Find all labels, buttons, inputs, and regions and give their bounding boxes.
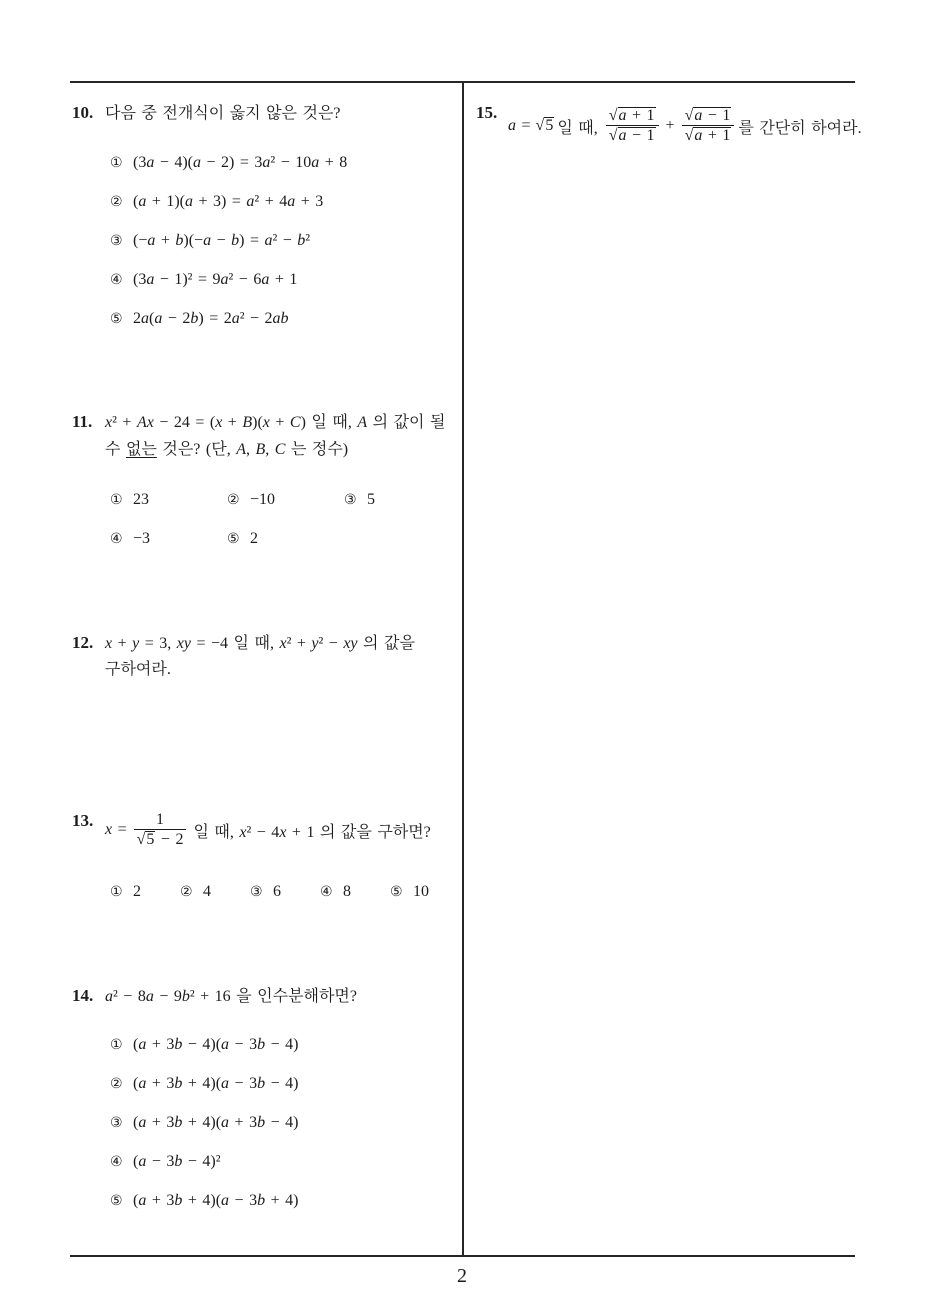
option-4 <box>110 1151 298 1190</box>
radicand: 5 <box>545 117 554 134</box>
radicand: a − 1 <box>618 127 655 144</box>
page-number: 2 <box>457 1265 467 1287</box>
sqrt-symbol: √ <box>684 107 694 124</box>
math-variable: b <box>257 1192 266 1209</box>
fraction-1 <box>606 106 659 146</box>
question-number: 15. <box>476 103 498 122</box>
question-number: 13. <box>72 811 94 830</box>
option-5 <box>110 1190 298 1229</box>
math-variable: a <box>287 193 296 210</box>
math-variable: b <box>174 1036 183 1053</box>
sqrt-symbol: √ <box>535 117 545 134</box>
question-text: 것은? (단, A, B, C 는 정수) <box>156 441 349 458</box>
math-variable: C <box>289 414 301 431</box>
choice-expression: (a + 1)(a + 3) = a² + 4a + 3 <box>133 193 324 210</box>
choice-value: 2 <box>133 883 141 900</box>
radicand: a + 1 <box>618 107 655 124</box>
question-10-options <box>110 152 347 347</box>
instruction-text: 를 간단히 하여라. <box>738 119 862 137</box>
math-variable: b <box>174 1114 183 1131</box>
option-4 <box>110 269 347 308</box>
math-variable: b <box>231 232 240 249</box>
choice-expression: (a + 3b + 4)(a − 3b + 4) <box>133 1192 299 1209</box>
math-variable: b <box>175 232 184 249</box>
math-variable: a <box>146 271 155 288</box>
question-14-header <box>72 985 357 1008</box>
option-2 <box>180 881 250 903</box>
choice-mark: ⑤ <box>110 1193 123 1209</box>
math-variable: Ax <box>136 414 154 431</box>
math-variable: a <box>203 232 212 249</box>
choice-mark: ③ <box>250 884 263 900</box>
choice-mark: ① <box>110 1037 123 1053</box>
radicand: 5 <box>146 831 155 848</box>
option-4 <box>320 881 390 903</box>
choice-value: 2 <box>250 530 258 547</box>
question-number: 14. <box>72 986 94 1005</box>
math-variable: x <box>105 635 113 652</box>
math-variable: a <box>220 271 229 288</box>
question-line-2 <box>72 436 445 463</box>
choice-mark: ⑤ <box>227 531 240 547</box>
math-variable: b <box>181 988 190 1005</box>
fraction-numerator: 1 <box>134 810 187 830</box>
fraction <box>134 810 187 850</box>
math-variable: a <box>145 988 154 1005</box>
math-variable: b <box>297 232 306 249</box>
choice-expression: 2a(a − 2b) = 2a² − 2ab <box>133 310 289 327</box>
radicand: a − 1 <box>694 107 731 124</box>
choice-mark: ④ <box>110 1154 123 1170</box>
question-line-1 <box>72 630 415 657</box>
choice-mark: ⑤ <box>110 311 123 327</box>
math-variable: b <box>257 1114 266 1131</box>
math-variable: a <box>146 154 155 171</box>
choice-mark: ④ <box>110 272 123 288</box>
math-variable: a <box>138 193 147 210</box>
fraction-numerator <box>606 106 659 126</box>
option-1 <box>110 1034 298 1073</box>
choice-expression: (3a − 4)(a − 2) = 3a² − 10a + 8 <box>133 154 348 171</box>
math-variable: y <box>132 635 140 652</box>
option-3 <box>344 489 461 528</box>
option-2 <box>110 191 347 230</box>
choice-mark: ② <box>110 1076 123 1092</box>
choice-value: 23 <box>133 491 149 508</box>
question-13-options <box>110 881 460 903</box>
question-11-options <box>110 489 461 567</box>
option-5 <box>390 881 460 903</box>
math-variable: xy <box>176 635 191 652</box>
choice-mark: ① <box>110 492 123 508</box>
sqrt-symbol: √ <box>608 107 618 124</box>
math-variable: a <box>105 988 113 1005</box>
math-variable: b <box>174 1153 183 1170</box>
math-variable: a <box>246 193 255 210</box>
math-variable: A <box>357 414 368 431</box>
math-variable: b <box>190 310 199 327</box>
math-variable: a <box>141 310 149 327</box>
choice-value: 4 <box>203 883 211 900</box>
question-text: 수 <box>105 441 126 458</box>
choice-expression: (a + 3b + 4)(a − 3b − 4) <box>133 1075 299 1092</box>
question-15-formula <box>508 104 862 148</box>
sqrt-symbol: √ <box>684 127 694 144</box>
math-variable: a <box>138 1192 147 1209</box>
option-5 <box>227 528 344 567</box>
math-variable: C <box>274 441 286 458</box>
choice-expression: (a + 3b + 4)(a + 3b − 4) <box>133 1114 299 1131</box>
choice-value: 8 <box>343 883 351 900</box>
condition-text: 일 때, <box>557 119 598 137</box>
math-variable: x <box>279 635 287 652</box>
question-11-header <box>72 408 445 463</box>
fraction-denominator <box>682 126 735 146</box>
option-3 <box>110 230 347 269</box>
question-line-2 <box>72 657 415 683</box>
sqrt-symbol: √ <box>136 831 146 848</box>
question-text: x + y = 3, xy = −4 일 때, x² + y² − xy 의 값을 <box>105 635 415 652</box>
choice-expression: (3a − 1)² = 9a² − 6a + 1 <box>133 271 298 288</box>
math-variable: a <box>221 1036 230 1053</box>
math-variable: a <box>508 117 516 134</box>
fraction-numerator <box>682 106 735 126</box>
math-variable: a <box>694 127 703 144</box>
math-variable: a <box>618 127 627 144</box>
choice-expression: (a − 3b − 4)² <box>133 1153 221 1170</box>
question-12 <box>72 630 415 683</box>
choice-mark: ② <box>227 492 240 508</box>
math-variable: a <box>154 310 163 327</box>
question-number: 10. <box>72 103 94 122</box>
math-variable: b <box>257 1036 266 1053</box>
math-variable: a <box>618 107 627 124</box>
radicand: a + 1 <box>694 127 731 144</box>
fraction-2 <box>682 106 735 146</box>
fraction-denominator <box>134 830 187 850</box>
option-5 <box>110 308 347 347</box>
math-variable: B <box>242 414 253 431</box>
math-variable: x <box>239 823 247 841</box>
math-variable: a <box>221 1114 230 1131</box>
question-text: 구하여라. <box>105 661 171 678</box>
emphasized-text: 없는 <box>125 441 157 458</box>
option-3 <box>110 1112 298 1151</box>
math-variable: a <box>231 310 240 327</box>
question-line-1 <box>72 408 445 436</box>
choice-mark: ③ <box>110 1115 123 1131</box>
choice-mark: ④ <box>110 531 123 547</box>
choice-value: −3 <box>133 530 151 547</box>
math-variable: a <box>262 154 271 171</box>
formula-lhs: x = <box>105 821 127 838</box>
question-14-options <box>110 1034 298 1229</box>
denominator-rest: − 2 <box>155 831 184 848</box>
question-15-number-wrap <box>476 102 509 125</box>
math-variable: a <box>264 232 273 249</box>
math-variable: a <box>147 232 156 249</box>
choice-expression: (−a + b)(−a − b) = a² − b² <box>133 232 311 249</box>
math-variable: B <box>255 441 266 458</box>
question-text: x² + Ax − 24 = (x + B)(x + C) 일 때, A 의 값이 될 <box>105 414 446 431</box>
bottom-rule <box>70 1255 855 1257</box>
formula-lhs: a = <box>508 117 531 134</box>
choice-mark: ④ <box>320 884 333 900</box>
math-variable: b <box>174 1192 183 1209</box>
choice-mark: ① <box>110 155 123 171</box>
sqrt-symbol: √ <box>608 127 618 144</box>
question-text: 일 때, x² − 4x + 1 의 값을 구하면? <box>193 823 431 841</box>
math-variable: a <box>261 271 270 288</box>
choice-mark: ① <box>110 884 123 900</box>
math-variable: ab <box>272 310 289 327</box>
choice-value: 6 <box>273 883 281 900</box>
choice-mark: ② <box>180 884 193 900</box>
column-divider <box>462 82 464 1256</box>
option-2 <box>227 489 344 528</box>
math-variable: y <box>311 635 319 652</box>
math-variable: a <box>138 1075 147 1092</box>
math-variable: b <box>174 1075 183 1092</box>
math-variable: x <box>215 414 223 431</box>
math-variable: x <box>105 414 113 431</box>
question-number: 11. <box>72 412 93 431</box>
question-10-header <box>72 102 341 125</box>
math-variable: a <box>221 1075 230 1092</box>
option-4 <box>110 528 227 567</box>
question-number: 12. <box>72 633 94 652</box>
math-variable: a <box>138 1114 147 1131</box>
choice-value: −10 <box>250 491 276 508</box>
option-2 <box>110 1073 298 1112</box>
option-1 <box>110 489 227 528</box>
math-variable: a <box>138 1036 147 1053</box>
math-variable: x <box>279 823 287 841</box>
math-variable: a <box>694 107 703 124</box>
option-1 <box>110 881 180 903</box>
question-13-number-wrap <box>72 810 105 833</box>
math-variable: x <box>262 414 270 431</box>
fraction-denominator <box>606 126 659 146</box>
option-3 <box>250 881 320 903</box>
math-variable: b <box>257 1075 266 1092</box>
math-variable: a <box>138 1153 147 1170</box>
math-variable: a <box>221 1192 230 1209</box>
math-variable: xy <box>343 635 358 652</box>
math-variable: A <box>236 441 246 458</box>
choice-mark: ③ <box>110 233 123 249</box>
square-root <box>536 117 555 135</box>
math-variable: a <box>185 193 194 210</box>
choice-mark: ⑤ <box>390 884 403 900</box>
choice-value: 10 <box>413 883 429 900</box>
choice-expression: (a + 3b − 4)(a − 3b − 4) <box>133 1036 299 1053</box>
choice-mark: ③ <box>344 492 357 508</box>
choice-mark: ② <box>110 194 123 210</box>
question-text: 다음 중 전개식이 옳지 않은 것은? <box>105 105 341 122</box>
question-13-formula <box>105 808 431 852</box>
option-1 <box>110 152 347 191</box>
choice-value: 5 <box>367 491 375 508</box>
math-variable: a <box>193 154 202 171</box>
math-variable: a <box>311 154 320 171</box>
question-text: a² − 8a − 9b² + 16 을 인수분해하면? <box>105 988 357 1005</box>
math-variable: x <box>105 821 113 838</box>
plus-operator: + <box>665 117 675 134</box>
